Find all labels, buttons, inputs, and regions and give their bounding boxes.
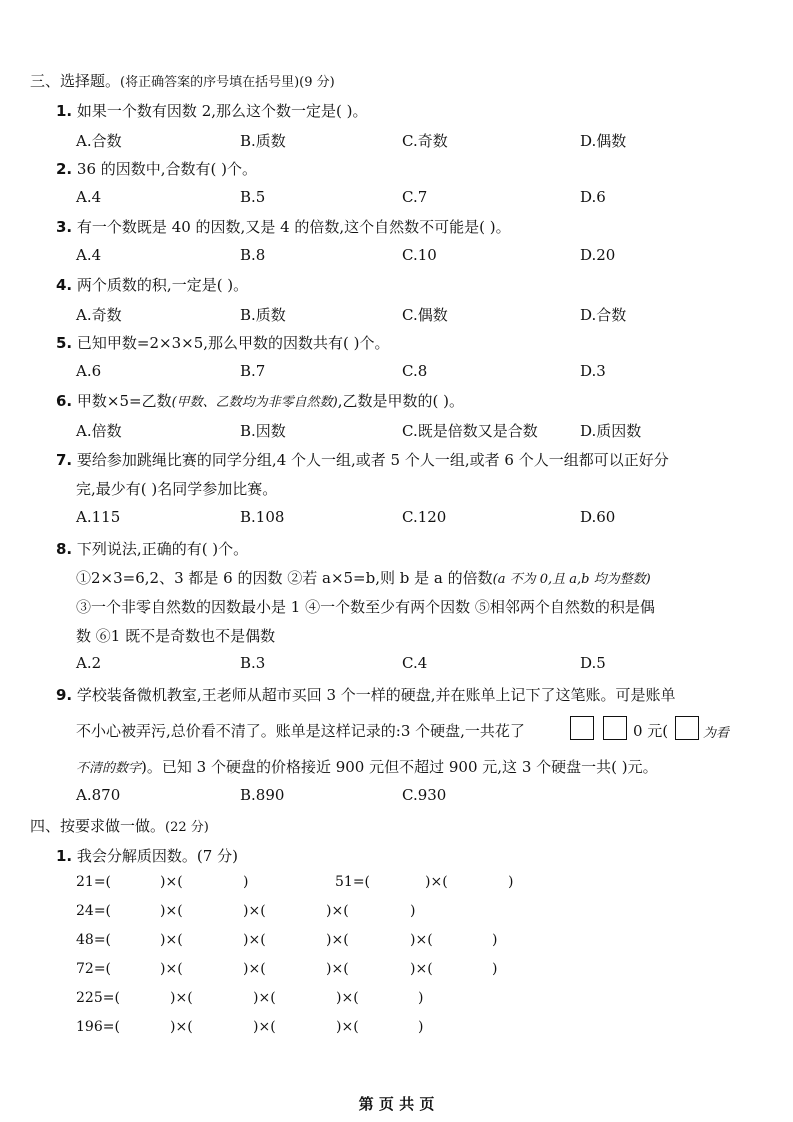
factor-sep: )×( bbox=[160, 932, 183, 948]
factor-end: ) bbox=[410, 903, 416, 919]
question-text: 如果一个数有因数 2,那么这个数一定是( )。 bbox=[76, 102, 368, 120]
option-a: A.2 bbox=[76, 654, 102, 672]
factor-sep: )×( bbox=[243, 961, 266, 977]
option-d: D.20 bbox=[580, 246, 616, 264]
factor-sep: )×( bbox=[160, 874, 183, 890]
question-number: 2. bbox=[56, 160, 73, 178]
factor-end: ) bbox=[418, 1019, 424, 1035]
question-text: 学校装备微机教室,王老师从超市买回 3 个一样的硬盘,并在账单上记下了这笔账。可是账单 bbox=[76, 686, 676, 704]
factor-sep: )×( bbox=[160, 903, 183, 919]
factor-sep: )×( bbox=[326, 961, 349, 977]
option-b: B.质数 bbox=[240, 306, 286, 324]
section-3-title: 三、选择题。 bbox=[30, 72, 121, 90]
factor-end: ) bbox=[492, 961, 498, 977]
factor-lhs: 72=( bbox=[76, 961, 112, 977]
question-3 bbox=[56, 216, 511, 237]
option-b: B.890 bbox=[240, 786, 285, 804]
factor-sep: )×( bbox=[243, 932, 266, 948]
question-5 bbox=[56, 332, 390, 353]
option-c: C.930 bbox=[402, 786, 447, 804]
smudged-digit-box-2 bbox=[603, 716, 627, 740]
option-a: A.6 bbox=[76, 362, 102, 380]
factor-sep: )×( bbox=[326, 932, 349, 948]
factor-sep: )×( bbox=[160, 961, 183, 977]
factor-sep: )×( bbox=[253, 990, 276, 1006]
question-text: 两个质数的积,一定是( )。 bbox=[76, 276, 249, 294]
question-text-end: ,乙数是甲数的( )。 bbox=[337, 392, 465, 410]
question-text: 要给参加跳绳比赛的同学分组,4 个人一组,或者 5 个人一组,或者 6 个人一组都可以正好分 bbox=[76, 451, 669, 469]
section-3-score: (9 分) bbox=[299, 75, 335, 90]
option-a: A.奇数 bbox=[76, 306, 122, 324]
factor-lhs: 24=( bbox=[76, 903, 112, 919]
option-a: A.4 bbox=[76, 188, 102, 206]
option-c: C.偶数 bbox=[402, 306, 448, 324]
question-note: (甲数、乙数均为非零自然数) bbox=[171, 395, 338, 410]
option-c: C.10 bbox=[402, 246, 437, 264]
factor-sep: )×( bbox=[170, 1019, 193, 1035]
statement-line-1 bbox=[76, 567, 651, 588]
option-a: A.870 bbox=[76, 786, 121, 804]
question-text-line-2: 完,最少有( )名同学参加比赛。 bbox=[76, 480, 278, 498]
factor-lhs-2: 51=( bbox=[335, 874, 371, 890]
option-d: D.5 bbox=[580, 654, 606, 672]
statement-text: ①2×3=6,2、3 都是 6 的因数 ②若 a×5=b,则 b 是 a 的倍数 bbox=[76, 569, 493, 587]
question-text: )。已知 3 个硬盘的价格接近 900 元但不超过 900 元,这 3 个硬盘一共( )元。 bbox=[141, 758, 658, 776]
factor-end-2: ) bbox=[508, 874, 514, 890]
question-text: 已知甲数=2×3×5,那么甲数的因数共有( )个。 bbox=[76, 334, 390, 352]
option-c: C.4 bbox=[402, 654, 428, 672]
option-b: B.质数 bbox=[240, 132, 286, 150]
option-c: C.奇数 bbox=[402, 132, 448, 150]
question-number: 5. bbox=[56, 334, 73, 352]
factor-lhs: 21=( bbox=[76, 874, 112, 890]
question-number: 9. bbox=[56, 686, 73, 704]
option-a: A.倍数 bbox=[76, 422, 122, 440]
option-d: D.质因数 bbox=[580, 422, 642, 440]
question-number: 4. bbox=[56, 276, 73, 294]
option-b: B.5 bbox=[240, 188, 266, 206]
option-c: C.8 bbox=[402, 362, 428, 380]
question-number: 3. bbox=[56, 218, 73, 236]
statement-line-3: 数 ⑥1 既不是奇数也不是偶数 bbox=[76, 627, 276, 645]
question-text-line-2a: 不小心被弄污,总价看不清了。账单是这样记录的:3 个硬盘,一共花了 bbox=[76, 722, 525, 740]
question-8 bbox=[56, 538, 248, 559]
question-text-line-2b: 0 元( bbox=[633, 722, 669, 740]
factor-sep: )×( bbox=[243, 903, 266, 919]
question-6 bbox=[56, 390, 464, 411]
question-4 bbox=[56, 274, 248, 295]
factor-sep: )×( bbox=[336, 1019, 359, 1035]
factor-end: ) bbox=[492, 932, 498, 948]
factor-sep-2: )×( bbox=[425, 874, 448, 890]
section-4-score: (22 分) bbox=[165, 820, 209, 835]
factor-sep: )×( bbox=[170, 990, 193, 1006]
option-d: D.合数 bbox=[580, 306, 627, 324]
section-3-header bbox=[30, 70, 335, 91]
question-number: 6. bbox=[56, 392, 73, 410]
factor-lhs: 225=( bbox=[76, 990, 120, 1006]
factor-end: ) bbox=[418, 990, 424, 1006]
option-c: C.7 bbox=[402, 188, 428, 206]
option-a: A.合数 bbox=[76, 132, 122, 150]
option-d: D.3 bbox=[580, 362, 606, 380]
question-note: 不清的数字 bbox=[76, 761, 142, 776]
question-number: 8. bbox=[56, 540, 73, 558]
question-text-line-2c: 为看 bbox=[703, 726, 730, 741]
factor-sep: )×( bbox=[410, 961, 433, 977]
option-a: A.4 bbox=[76, 246, 102, 264]
section-4-title: 四、按要求做一做。 bbox=[30, 817, 166, 835]
factor-sep: )×( bbox=[253, 1019, 276, 1035]
factor-end: ) bbox=[243, 874, 249, 890]
statement-note: (a 不为 0,且 a,b 均为整数) bbox=[492, 572, 651, 587]
option-d: D.偶数 bbox=[580, 132, 627, 150]
section-4-header bbox=[30, 815, 209, 836]
factor-lhs: 48=( bbox=[76, 932, 112, 948]
option-a: A.115 bbox=[76, 508, 121, 526]
option-b: B.3 bbox=[240, 654, 266, 672]
question-9 bbox=[56, 684, 676, 705]
section-3-note: (将正确答案的序号填在括号里) bbox=[120, 75, 300, 90]
question-text: 下列说法,正确的有( )个。 bbox=[76, 540, 249, 558]
question-7 bbox=[56, 449, 669, 470]
factor-sep: )×( bbox=[410, 932, 433, 948]
section-4-question-1 bbox=[56, 845, 238, 866]
question-text-line-3 bbox=[76, 756, 658, 777]
question-1 bbox=[56, 100, 367, 121]
question-number: 1. bbox=[56, 102, 73, 120]
question-text: 有一个数既是 40 的因数,又是 4 的倍数,这个自然数不可能是( )。 bbox=[76, 218, 511, 236]
option-c: C.120 bbox=[402, 508, 447, 526]
option-b: B.7 bbox=[240, 362, 266, 380]
option-d: D.60 bbox=[580, 508, 616, 526]
option-b: B.108 bbox=[240, 508, 285, 526]
question-text: 甲数×5=乙数 bbox=[76, 392, 172, 410]
page-footer: 第 页 共 页 bbox=[358, 1095, 435, 1113]
smudged-digit-legend-box bbox=[675, 716, 699, 740]
option-d: D.6 bbox=[580, 188, 606, 206]
factor-lhs: 196=( bbox=[76, 1019, 120, 1035]
option-b: B.因数 bbox=[240, 422, 286, 440]
factor-sep: )×( bbox=[336, 990, 359, 1006]
smudged-digit-box-1 bbox=[570, 716, 594, 740]
question-2 bbox=[56, 158, 257, 179]
question-text: 36 的因数中,合数有( )个。 bbox=[76, 160, 258, 178]
question-number: 1. bbox=[56, 847, 73, 865]
question-text: 我会分解质因数。(7 分) bbox=[76, 847, 238, 865]
factor-sep: )×( bbox=[326, 903, 349, 919]
option-c: C.既是倍数又是合数 bbox=[402, 422, 538, 440]
question-number: 7. bbox=[56, 451, 73, 469]
statement-line-2: ③一个非零自然数的因数最小是 1 ④一个数至少有两个因数 ⑤相邻两个自然数的积是偶 bbox=[76, 598, 655, 616]
option-b: B.8 bbox=[240, 246, 266, 264]
